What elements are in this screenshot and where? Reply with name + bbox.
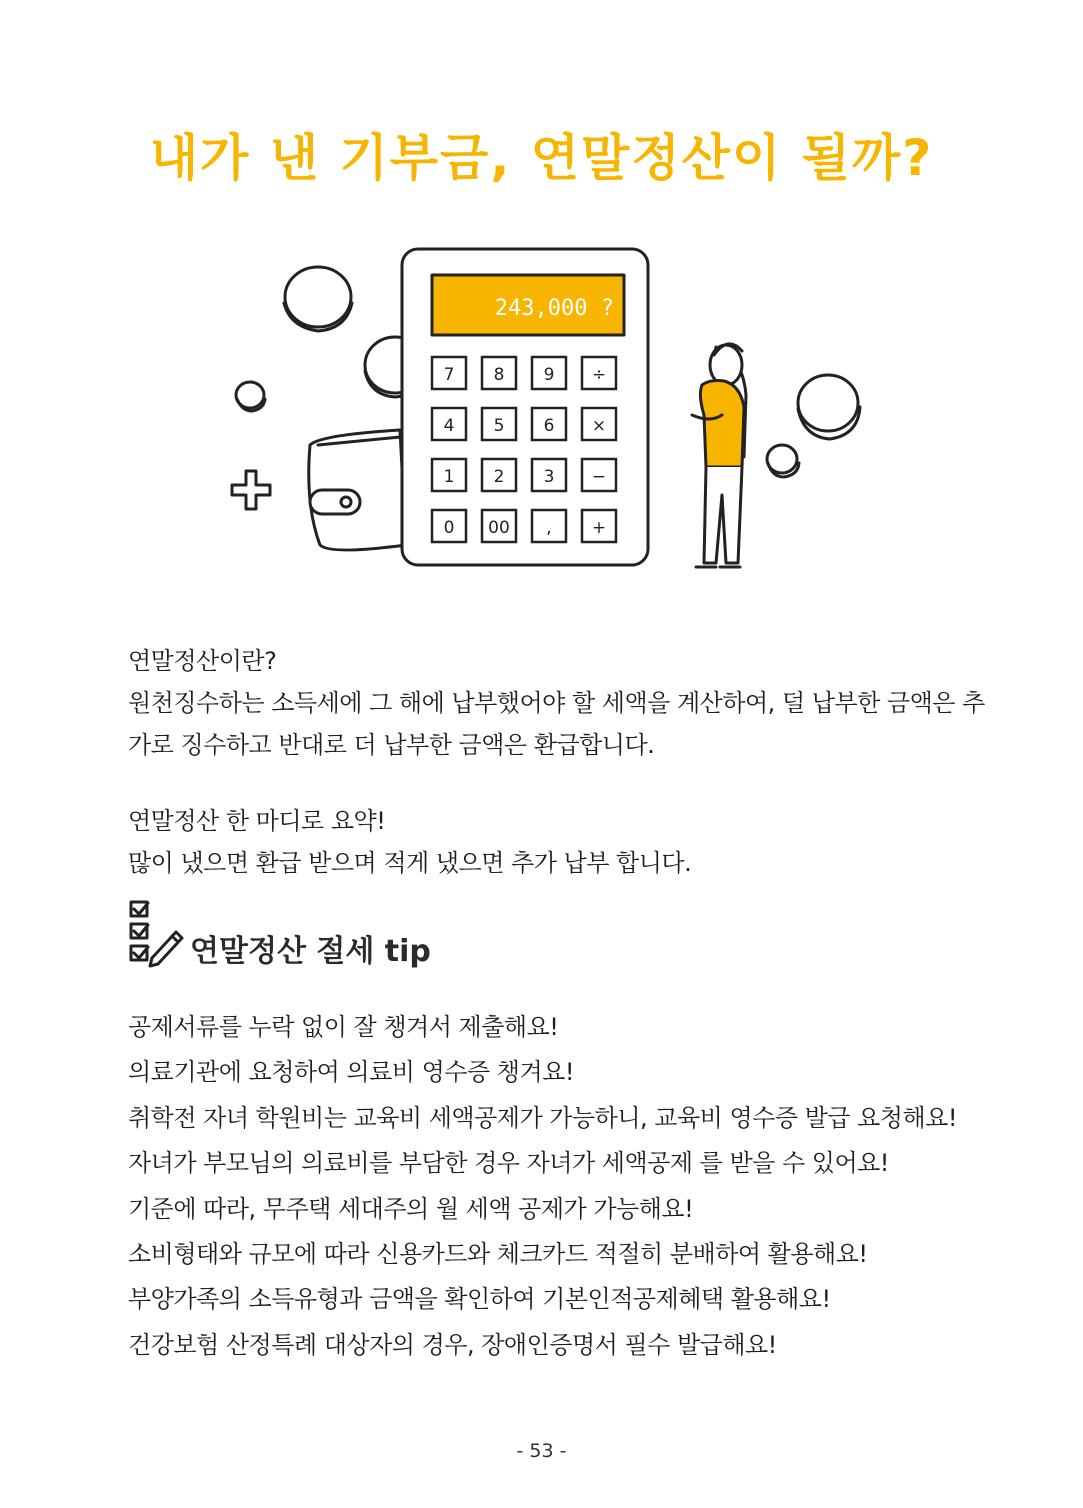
tips-title: 연말정산 절세 tip bbox=[190, 934, 431, 969]
calculator-key-label: 5 bbox=[493, 416, 505, 436]
summary-text: 많이 냈으면 환급 받으며 적게 냈으면 추가 납부 합니다. bbox=[128, 849, 692, 877]
calculator-key-label: 3 bbox=[543, 467, 555, 487]
calculator-key-label: 6 bbox=[543, 416, 555, 436]
calculator-key-label: × bbox=[591, 416, 607, 436]
calculator-key-label: 4 bbox=[443, 416, 455, 436]
coin-icon bbox=[236, 382, 265, 411]
wallet-icon bbox=[309, 430, 406, 550]
calculator-key-label: 0 bbox=[443, 518, 455, 538]
summary-heading: 연말정산 한 마디로 요약! bbox=[128, 807, 386, 835]
tips-header bbox=[128, 898, 628, 978]
calculator-key-label: ÷ bbox=[591, 365, 607, 385]
calculator-key-label: 8 bbox=[493, 365, 505, 385]
tip-item: 기준에 따라, 무주택 세대주의 월 세액 공제가 가능해요! bbox=[128, 1194, 694, 1223]
tips-list bbox=[128, 1005, 1008, 1368]
calculator-illustration bbox=[210, 245, 890, 585]
page-number: - 53 - bbox=[516, 1440, 567, 1462]
coin-icon bbox=[767, 445, 799, 477]
tip-item: 의료기관에 요청하여 의료비 영수증 챙겨요! bbox=[128, 1058, 574, 1087]
calculator-key-label: 1 bbox=[443, 467, 455, 487]
person-figure bbox=[692, 344, 746, 567]
plus-icon bbox=[232, 471, 270, 509]
summary-section bbox=[128, 800, 1008, 884]
coin-icon bbox=[798, 375, 860, 439]
intro-line: 원천징수하는 소득세에 그 해에 납부했어야 할 세액을 계산하여, 덜 납부한 금액은 추 bbox=[128, 689, 985, 717]
checklist-pencil-icon bbox=[128, 898, 188, 978]
calculator-key-label: 2 bbox=[493, 467, 505, 487]
calculator-key-label: 00 bbox=[488, 518, 510, 538]
calculator-key-label: + bbox=[591, 518, 607, 538]
tip-item: 부양가족의 소득유형과 금액을 확인하여 기본인적공제혜택 활용해요! bbox=[128, 1285, 831, 1314]
display-value: 243,000 ? bbox=[494, 296, 614, 321]
tip-item: 공제서류를 누락 없이 잘 챙겨서 제출해요! bbox=[128, 1013, 559, 1041]
calculator-key-label: , bbox=[546, 518, 552, 538]
calculator-key-label: − bbox=[591, 467, 607, 487]
intro-section bbox=[128, 640, 1008, 766]
tip-item: 자녀가 부모님의 의료비를 부담한 경우 자녀가 세액공제 를 받을 수 있어요! bbox=[128, 1149, 889, 1178]
calculator-key-label: 9 bbox=[543, 365, 555, 385]
tip-item: 취학전 자녀 학원비는 교육비 세액공제가 가능하니, 교육비 영수증 발급 요청해요! bbox=[128, 1103, 957, 1132]
intro-line: 가로 징수하고 반대로 더 납부한 금액은 환급합니다. bbox=[128, 731, 655, 759]
tip-item: 건강보험 산정특례 대상자의 경우, 장애인증명서 필수 발급해요! bbox=[128, 1330, 777, 1359]
coin-icon bbox=[284, 267, 352, 331]
tip-item: 소비형태와 규모에 따라 신용카드와 체크카드 적절히 분배하여 활용해요! bbox=[128, 1240, 868, 1269]
calculator-key-label: 7 bbox=[443, 365, 455, 385]
page-title: 내가 낸 기부금, 연말정산이 될까? bbox=[149, 129, 934, 187]
intro-question: 연말정산이란? bbox=[128, 647, 277, 675]
